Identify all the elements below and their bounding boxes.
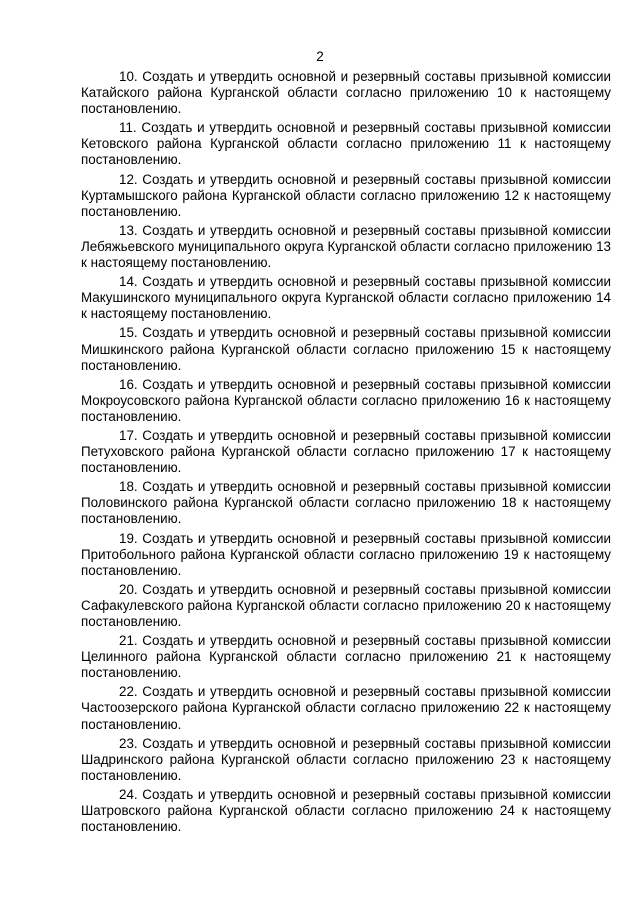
paragraph-item-16: 16. Создать и утвердить основной и резервный составы призывной комиссии Мокроусовского района Курганской области согласно приложению 16 к настоящему постановлению. (81, 376, 611, 424)
paragraph-item-19: 19. Создать и утвердить основной и резервный составы призывной комиссии Притобольного района Курганской области согласно приложению 19 к настоящему постановлению. (81, 530, 611, 578)
paragraph-item-24: 24. Создать и утвердить основной и резервный составы призывной комиссии Шатровского района Курганской области согласно приложению 24 к настоящему постановлению. (81, 786, 611, 835)
paragraph-item-13: 13. Создать и утвердить основной и резервный составы призывной комиссии Лебяжьевского муниципального округа Курганской области согласно приложению 13 к настоящему постановлению. (81, 222, 611, 271)
paragraph-item-12: 12. Создать и утвердить основной и резервный составы призывной комиссии Куртамышского района Курганской области согласно приложению 12 к настоящему постановлению. (81, 171, 611, 219)
paragraph-item-20: 20. Создать и утвердить основной и резервный составы призывной комиссии Сафакулевского района Курганской области согласно приложению 20 к настоящему постановлению. (81, 581, 611, 629)
document-body (81, 69, 611, 838)
paragraph-item-23: 23. Создать и утвердить основной и резервный составы призывной комиссии Шадринского района Курганской области согласно приложению 23 к настоящему постановлению. (81, 735, 611, 783)
paragraph-item-14: 14. Создать и утвердить основной и резервный составы призывной комиссии Макушинского муниципального округа Курганской области согласно приложению 14 к настоящему постановлению. (81, 274, 611, 322)
paragraph-item-22: 22. Создать и утвердить основной и резервный составы призывной комиссии Частоозерского района Курганской области согласно приложению 22 к настоящему постановлению. (81, 684, 611, 732)
paragraph-item-21: 21. Создать и утвердить основной и резервный составы призывной комиссии Целинного района Курганской области согласно приложению 21 к настоящему постановлению. (81, 633, 611, 681)
paragraph-item-10: 10. Создать и утвердить основной и резервный составы призывной комиссии Катайского района Курганской области согласно приложению 10 к настоящему постановлению. (81, 69, 611, 117)
paragraph-item-15: 15. Создать и утвердить основной и резервный составы призывной комиссии Мишкинского района Курганской области согласно приложению 15 к настоящему постановлению. (81, 325, 611, 373)
page-number: 2 (316, 49, 324, 64)
paragraph-item-11: 11. Создать и утвердить основной и резервный составы призывной комиссии Кетовского района Курганской области согласно приложению 11 к настоящему постановлению. (81, 120, 611, 168)
paragraph-item-17: 17. Создать и утвердить основной и резервный составы призывной комиссии Петуховского района Курганской области согласно приложению 17 к настоящему постановлению. (81, 427, 611, 476)
paragraph-item-18: 18. Создать и утвердить основной и резервный составы призывной комиссии Половинского района Курганской области согласно приложению 18 к настоящему постановлению. (81, 479, 611, 527)
